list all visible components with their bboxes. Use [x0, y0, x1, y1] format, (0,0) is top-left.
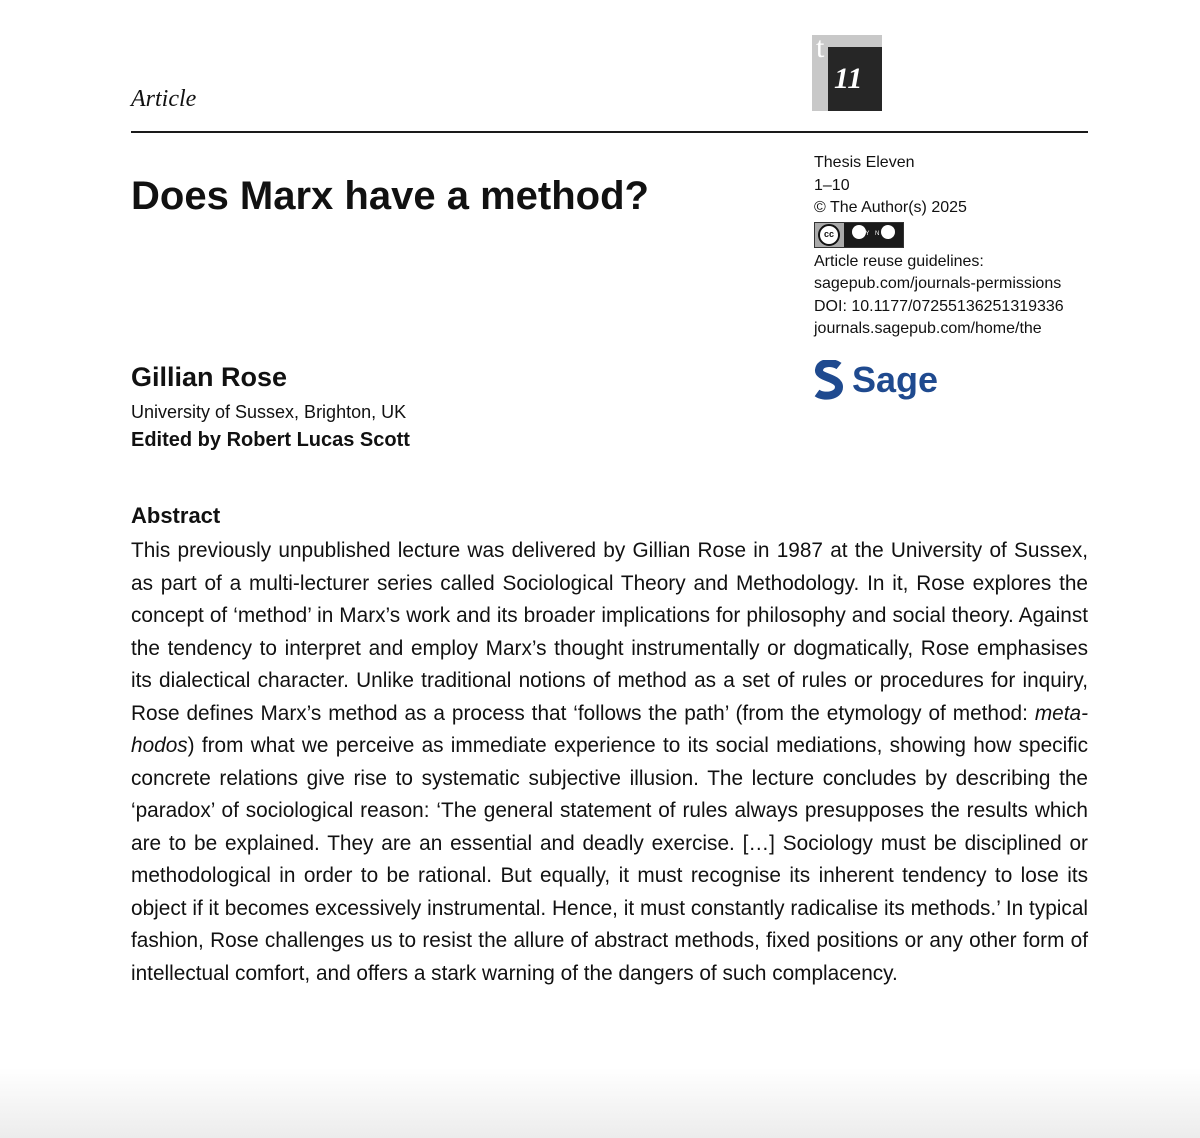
- doi[interactable]: DOI: 10.1177/07255136251319336: [814, 297, 1064, 315]
- cc-by-nc-badge-icon[interactable]: [814, 222, 904, 248]
- thesis-eleven-logo: [812, 31, 882, 111]
- cc-icon: cc: [818, 224, 840, 246]
- abstract-italic-term: meta-hodos: [131, 701, 1088, 757]
- article-title: Does Marx have a method?: [131, 174, 649, 218]
- editor-credit: Edited by Robert Lucas Scott: [131, 429, 410, 451]
- article-type-label: Article: [131, 86, 197, 112]
- abstract-text-part1: This previously unpublished lecture was delivered by Gillian Rose in 1987 at the University of Sussex, as part of a multi-lecturer series called Sociological Theory and Methodology. In it, Rose explores the concept of ‘method’ in Marx’s work and its broader implications for philosophy and social theory. Against the tendency to interpret and employ Marx’s thought instrumentally or dogmatically, Rose emphasises its dialectical character. Unlike traditional notions of method as a set of rules or procedures for inquiry, Rose defines Marx’s method as a process that ‘follows the path’ (from the etymology of method:: [131, 539, 1088, 725]
- logo-number: 11: [834, 62, 863, 95]
- abstract-heading: Abstract: [131, 503, 221, 528]
- header-divider: [131, 131, 1088, 133]
- abstract-text: [131, 535, 1088, 990]
- license-badge-text: BY NC: [859, 231, 888, 237]
- author-name: Gillian Rose: [131, 362, 288, 392]
- cc-by-nc-icons: [844, 223, 903, 247]
- abstract-text-part2: ) from what we perceive as immediate experience to its social mediations, showing how specific concrete relations give rise to systematic subjective illusion. The lecture concludes by describing the ‘paradox’ of sociological reason: ‘The general statement of rules always presupposes the results which are to be explained. They are an essential and deadly exercise. […] Sociology must be disciplined or methodological in order to be rational. But equally, it must recognise its inherent tendency to lose its object if it becomes excessively instrumental. Hence, it must constantly radicalise its methods.’ In typical fashion, Rose challenges us to resist the allure of abstract methods, fixed positions or any other form of intellectual comfort, and offers a stark warning of the dangers of such complacency.: [131, 734, 1088, 985]
- article-metadata: [814, 152, 1064, 341]
- journal-name: Thesis Eleven: [814, 154, 915, 171]
- copyright-line: © The Author(s) 2025: [814, 199, 967, 216]
- page-bottom-shadow: [0, 1068, 1200, 1138]
- publisher-name: Sage: [852, 359, 939, 400]
- author-affiliation: University of Sussex, Brighton, UK: [131, 402, 407, 422]
- journal-link[interactable]: journals.sagepub.com/home/the: [814, 320, 1042, 337]
- reuse-link[interactable]: sagepub.com/journals-permissions: [814, 275, 1062, 292]
- sage-s-icon: [812, 360, 846, 400]
- logo-letter: t: [816, 31, 825, 64]
- page-range: 1–10: [814, 176, 850, 194]
- reuse-label: Article reuse guidelines:: [814, 252, 984, 270]
- sage-logo[interactable]: [812, 360, 938, 400]
